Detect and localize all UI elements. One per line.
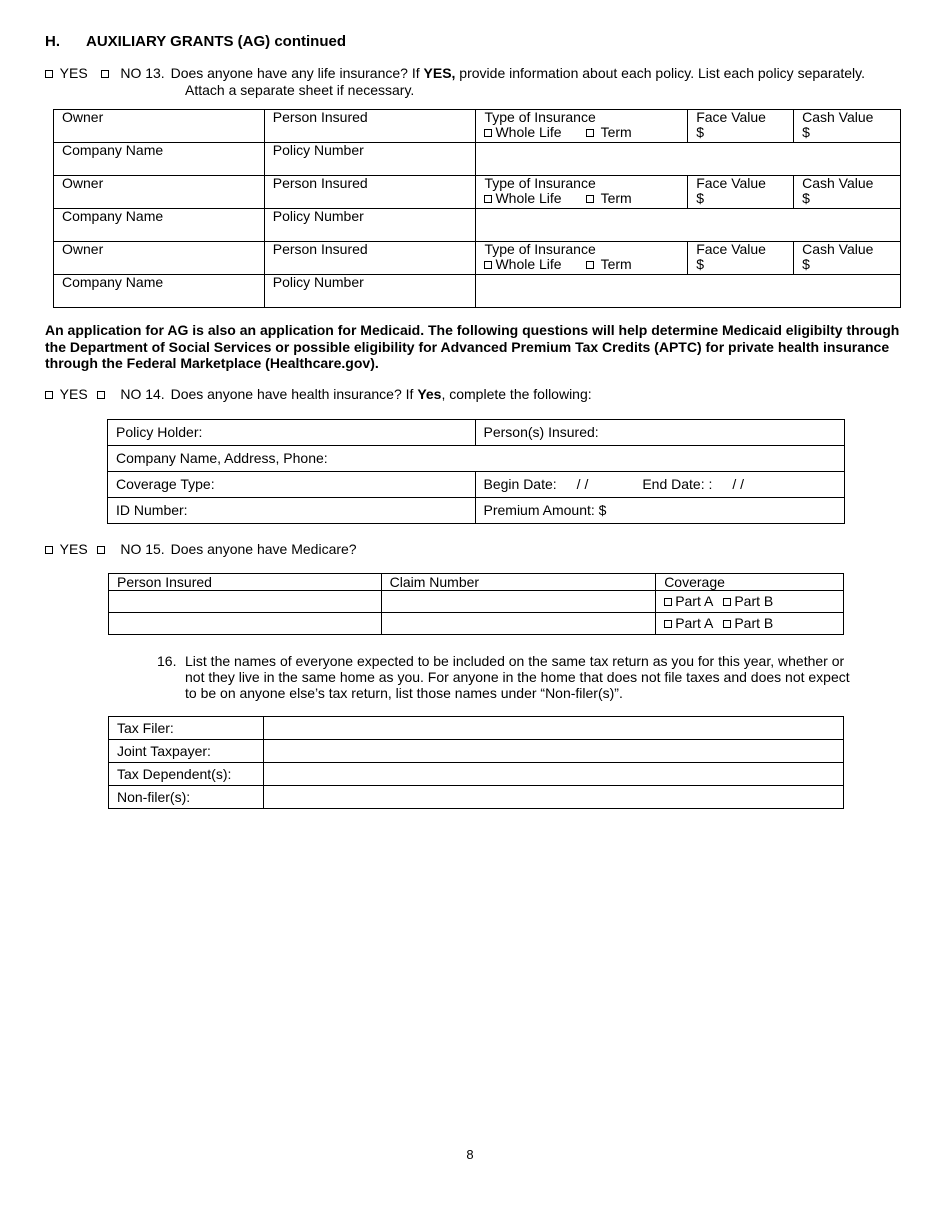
question-13	[45, 65, 865, 82]
q13-number: 13.	[145, 65, 165, 81]
table-row	[108, 472, 845, 498]
table-row	[109, 574, 844, 591]
non-filers-label: Non-filer(s):	[109, 786, 264, 809]
type-of-insurance-cell: Type of Insurance Whole Life Term	[476, 110, 688, 143]
tax-dependents-field[interactable]	[263, 763, 843, 786]
owner-cell[interactable]: Owner	[54, 242, 265, 275]
person-insured-cell[interactable]	[109, 613, 382, 635]
face-value-cell[interactable]: Face Value $	[688, 110, 794, 143]
table-row	[54, 110, 901, 143]
table-row	[109, 786, 844, 809]
table-row	[54, 275, 901, 308]
policy-number-cell[interactable]: Policy Number	[264, 275, 476, 308]
owner-cell[interactable]: Owner	[54, 110, 265, 143]
q16-text: List the names of everyone expected to be included on the same tax return as you for this year, whether or not they live in the same home as you. For anyone in the home that does not file taxes and does not expect to be on anyone else’s tax return, list those names under “Non-filer(s)”.	[185, 653, 850, 701]
q15-text: Does anyone have Medicare?	[170, 541, 357, 557]
persons-insured-cell[interactable]: Person(s) Insured:	[475, 420, 845, 446]
type-of-insurance-cell: Type of Insurance Whole Life Term	[476, 176, 688, 209]
table-row	[109, 763, 844, 786]
health-insurance-table	[107, 419, 845, 524]
person-insured-header: Person Insured	[109, 574, 382, 591]
q15-number: 15.	[145, 541, 165, 557]
q14-yes-checkbox[interactable]	[45, 391, 53, 399]
whole-life-checkbox[interactable]	[484, 129, 492, 137]
person-insured-cell[interactable]: Person Insured	[264, 242, 476, 275]
q15-no-checkbox[interactable]	[97, 546, 105, 554]
section-title: AUXILIARY GRANTS (AG) continued	[86, 33, 346, 50]
part-b-checkbox[interactable]	[723, 598, 731, 606]
person-insured-cell[interactable]: Person Insured	[264, 110, 476, 143]
part-b-checkbox[interactable]	[723, 620, 731, 628]
table-row	[109, 591, 844, 613]
q13-text-a: Does anyone have any life insurance? If	[170, 65, 424, 81]
q13-text-b: provide information about each policy. List each policy separately.	[455, 65, 866, 81]
person-insured-cell[interactable]: Person Insured	[264, 176, 476, 209]
coverage-type-cell[interactable]: Coverage Type:	[108, 472, 476, 498]
q16-number: 16.	[157, 653, 177, 669]
term-checkbox[interactable]	[586, 261, 594, 269]
table-row	[109, 717, 844, 740]
table-row	[54, 209, 901, 242]
claim-number-cell[interactable]	[381, 591, 656, 613]
joint-taxpayer-field[interactable]	[263, 740, 843, 763]
policy-number-cell[interactable]: Policy Number	[264, 143, 476, 176]
q13-yes-checkbox[interactable]	[45, 70, 53, 78]
tax-table	[108, 716, 844, 809]
q14-text-b: , complete the following:	[441, 386, 592, 402]
blank-cell[interactable]	[476, 143, 901, 176]
medicaid-paragraph: An application for AG is also an application for Medicaid. The following questions will help determine Medicaid eligibilty through the Department of Social Services or possible eligibility for Advanced Premium Tax Credits (APTC) for private health insurance through the Federal Marketplace (Healthcare.gov).	[45, 322, 900, 371]
life-insurance-table	[53, 109, 901, 308]
part-a-checkbox[interactable]	[664, 598, 672, 606]
joint-taxpayer-label: Joint Taxpayer:	[109, 740, 264, 763]
whole-life-checkbox[interactable]	[484, 195, 492, 203]
claim-number-header: Claim Number	[381, 574, 656, 591]
claim-number-cell[interactable]	[381, 613, 656, 635]
face-value-cell[interactable]: Face Value $	[688, 176, 794, 209]
q14-yes-label: YES	[59, 386, 88, 402]
q14-no-checkbox[interactable]	[97, 391, 105, 399]
q14-number: 14.	[145, 386, 165, 402]
coverage-header: Coverage	[656, 574, 844, 591]
whole-life-checkbox[interactable]	[484, 261, 492, 269]
q15-yes-label: YES	[59, 541, 88, 557]
q13-yes-label: YES	[59, 65, 88, 81]
tax-dependents-label: Tax Dependent(s):	[109, 763, 264, 786]
company-name-cell[interactable]: Company Name	[54, 275, 265, 308]
q15-yes-checkbox[interactable]	[45, 546, 53, 554]
table-row	[54, 176, 901, 209]
q13-line2: Attach a separate sheet if necessary.	[185, 82, 415, 98]
question-16	[157, 653, 857, 701]
policy-holder-cell[interactable]: Policy Holder:	[108, 420, 476, 446]
premium-amount-cell[interactable]: Premium Amount: $	[475, 498, 845, 524]
company-name-address-phone-cell[interactable]: Company Name, Address, Phone:	[108, 446, 845, 472]
id-number-cell[interactable]: ID Number:	[108, 498, 476, 524]
person-insured-cell[interactable]	[109, 591, 382, 613]
section-letter: H.	[45, 33, 60, 50]
table-row	[54, 242, 901, 275]
table-row	[108, 420, 845, 446]
coverage-cell: Part A Part B	[656, 591, 844, 613]
company-name-cell[interactable]: Company Name	[54, 143, 265, 176]
blank-cell[interactable]	[476, 275, 901, 308]
q14-text-a: Does anyone have health insurance? If	[170, 386, 418, 402]
dates-cell[interactable]: Begin Date: / / End Date: : / /	[475, 472, 845, 498]
cash-value-cell[interactable]: Cash Value $	[794, 110, 901, 143]
term-checkbox[interactable]	[586, 129, 594, 137]
type-of-insurance-cell: Type of Insurance Whole Life Term	[476, 242, 688, 275]
medicare-table	[108, 573, 844, 635]
non-filers-field[interactable]	[263, 786, 843, 809]
table-row	[108, 498, 845, 524]
cash-value-cell[interactable]: Cash Value $	[794, 242, 901, 275]
q14-text-bold: Yes	[417, 386, 442, 402]
section-heading	[45, 33, 346, 50]
table-row	[108, 446, 845, 472]
blank-cell[interactable]	[476, 209, 901, 242]
q13-no-checkbox[interactable]	[101, 70, 109, 78]
question-15	[45, 541, 357, 558]
q13-no-label: NO	[120, 65, 142, 81]
policy-number-cell[interactable]: Policy Number	[264, 209, 476, 242]
table-row	[109, 613, 844, 635]
table-row	[109, 740, 844, 763]
tax-filer-label: Tax Filer:	[109, 717, 264, 740]
tax-filer-field[interactable]	[263, 717, 843, 740]
part-a-checkbox[interactable]	[664, 620, 672, 628]
company-name-cell[interactable]: Company Name	[54, 209, 265, 242]
q13-text-bold: YES,	[423, 65, 456, 81]
q14-no-label: NO	[120, 386, 142, 402]
owner-cell[interactable]: Owner	[54, 176, 265, 209]
table-row	[54, 143, 901, 176]
cash-value-cell[interactable]: Cash Value $	[794, 176, 901, 209]
page-number: 8	[466, 1147, 474, 1162]
question-14	[45, 386, 592, 403]
term-checkbox[interactable]	[586, 195, 594, 203]
q15-no-label: NO	[120, 541, 142, 557]
coverage-cell: Part A Part B	[656, 613, 844, 635]
face-value-cell[interactable]: Face Value $	[688, 242, 794, 275]
